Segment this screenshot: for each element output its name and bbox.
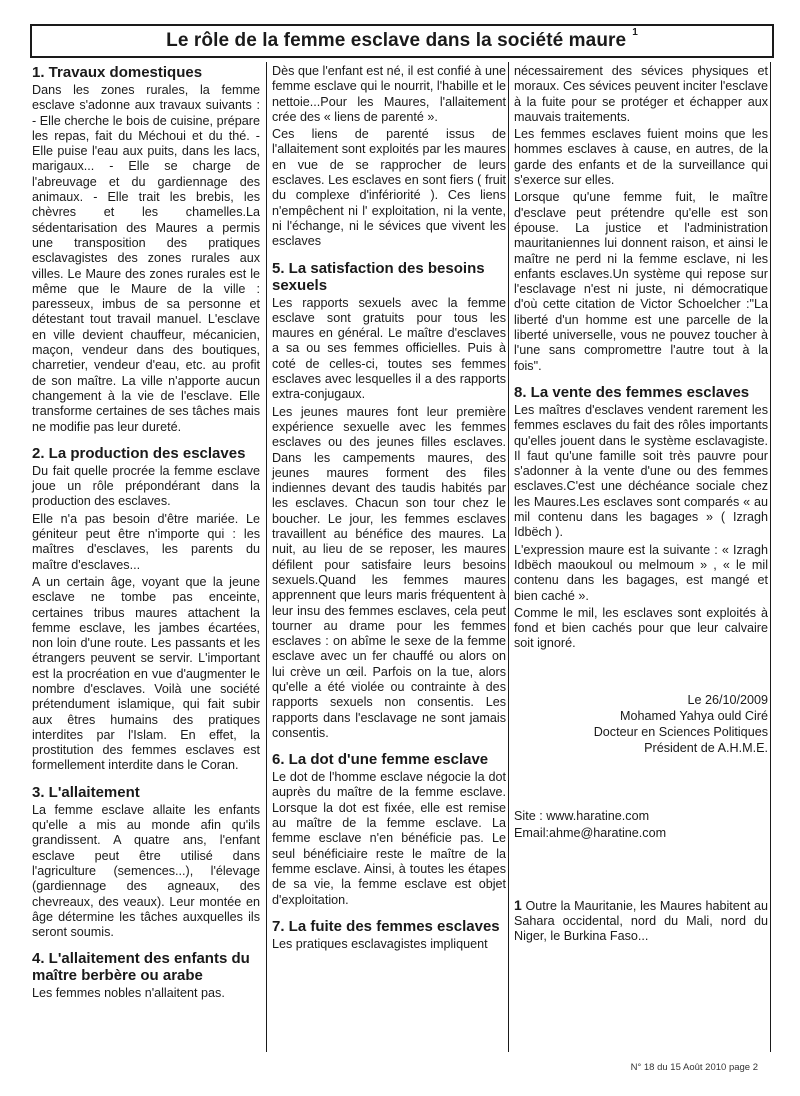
section-2-heading: 2. La production des esclaves — [32, 444, 246, 462]
column-3-paragraph-1: nécessairement des sévices physiques et moraux. Ces sévices peuvent inciter l'esclave à la fuite pour se protéger et échapper aux mauvais traitements. — [514, 64, 768, 124]
section-5-paragraph-2: Les jeunes maures font leur première expérience sexuelle avec les femmes esclaves ou des jeunes filles esclaves. Dans les campements maures, des jeunes maures forment des files indiennes devant des taudis habités par les esclaves. Chacun son tour chez le boucher. Le jour, les femmes esclaves travaillent au bénéfice des maures. La nuit, au lieu de se reposer, les maures défilent pour satisfaire leurs besoins sexuels.Quand les femmes maures apprennent que leurs maris fréquentent à leur insu des femmes esclaves, cela peut tourner au drame pour les femmes esclaves : on abîme le sexe de la femme esclave avec un fer chauffé ou alors on lui crève un œil. Parfois on la tue, alors qu'elle a été violée ou contrainte à des rapports sexuels non consentis. Les rapports dans l'esclavage ne sont jamais consentis. — [272, 404, 506, 740]
section-8-heading: 8. La vente des femmes esclaves — [514, 383, 750, 401]
website-link[interactable]: Site : www.haratine.com — [514, 808, 650, 823]
section-7-text: Les pratiques esclavagistes impliquent — [272, 936, 488, 951]
section-8-paragraph-2: L'expression maure est la suivante : « Izragh Idbëch maoukoul ou melmoum » , « le mil contenu dans les bagages, est mangé et bien caché ». — [514, 542, 768, 603]
section-2 — [32, 445, 260, 774]
email-link[interactable]: Email:ahme@haratine.com — [514, 825, 667, 840]
column-2 — [272, 64, 506, 1076]
section-5 — [272, 260, 506, 742]
title-footnote-marker: 1 — [632, 26, 638, 38]
section-5-heading: 5. La satisfaction des besoins sexuels — [272, 259, 485, 294]
section-7-heading: 7. La fuite des femmes esclaves — [272, 917, 500, 935]
column-1 — [32, 64, 260, 1076]
section-8-paragraph-1: Les maîtres d'esclaves vendent rarement les femmes esclaves du fait des rôles importants qu'elles jouent dans le système esclavagiste. Il faut qu'une famille soit très pauvre pour s'adonner à la vente d'une ou des femmes esclaves.C'est une déchéance sociale chez les Maures.Les esclaves sont comparés « au mil contenu dans les bagages » ( Izragh Idbëch ). — [514, 402, 768, 540]
section-1-heading: 1. Travaux domestiques — [32, 64, 203, 81]
column-divider-2 — [508, 62, 509, 1052]
section-5-paragraph-1: Les rapports sexuels avec la femme esclave sont gratuits pour tous les maures en général. Le maître d'esclaves a sa ou ses femmes officielles. Puis à coté de celles-ci, toutes ses femmes esclaves avec lesquelles il a des rapports extra-conjugaux. — [272, 295, 506, 402]
column-2-paragraph-1: Dès que l'enfant est né, il est confié à une femme esclave qui le nourrit, l'habille et le nettoie...Pour les Maures, l'allaitement crée des « liens de parenté ». — [272, 64, 506, 124]
column-divider-1 — [266, 62, 267, 1052]
page-footer: N° 18 du 15 Août 2010 page 2 — [630, 1062, 758, 1073]
column-3-paragraph-2: Les femmes esclaves fuient moins que les hommes esclaves à cause, en autres, de la garde des enfants et de la surveillance qui s'exerce sur elles. — [514, 127, 768, 188]
section-3-text: La femme esclave allaite les enfants qu'elle a mis au monde afin qu'ils grandissent. A quatre ans, l'enfant esclave peut être utilisé dans l'agriculture (semences...), l'élevage (gardiennage des agneaux, des chevreaux, des veaux). Leur montée en âge détermine les tâches auxquelles ils seront soumis. — [32, 802, 260, 940]
signature-title: Docteur en Sciences Politiques — [593, 724, 768, 739]
section-3-heading: 3. L'allaitement — [32, 783, 140, 801]
section-7 — [272, 918, 506, 952]
column-3-paragraph-3: Lorsque qu'une femme fuit, le maître d'esclave peut prétendre qu'elle est son épouse. La justice et l'administration mauritaniennes lui donnent raison, et ainsi le maître ne perd ni la femme esclave, ni les enfants esclaves.Un système qui repose sur l'esclavage n'est ni juste, ni démocratique d'où cette citation de Victor Schoelcher :"La liberté d'un homme est une parcelle de la liberté universelle, vous ne pouvez toucher à l'une sans compromettre l'autre tout à la fois". — [514, 190, 768, 373]
signature-role: Président de A.H.M.E. — [644, 740, 768, 755]
column-divider-3 — [770, 62, 771, 1052]
section-8-paragraph-3: Comme le mil, les esclaves sont exploités à fond et bien cachés pour que leur calvaire soit ignoré. — [514, 605, 768, 651]
section-6-heading: 6. La dot d'une femme esclave — [272, 751, 489, 769]
title-box — [30, 24, 774, 58]
contact-block — [514, 808, 768, 842]
section-4-text: Les femmes nobles n'allaitent pas. — [32, 986, 225, 1001]
section-4-heading: 4. L'allaitement des enfants du maître berbère ou arabe — [32, 950, 250, 985]
footnote — [514, 898, 768, 945]
page-title — [166, 26, 638, 52]
footnote-number: 1 — [514, 896, 522, 913]
section-2-paragraph-1: Du fait quelle procrée la femme esclave joue un rôle prépondérant dans la production des esclaves. — [32, 463, 260, 509]
section-4 — [32, 950, 260, 1001]
section-2-paragraph-3: A un certain âge, voyant que la jeune esclave ne tombe pas enceinte, certaines tribus maures attachent la femme esclave, les jambes écartées, non loin d'une route. Les passants et les étrangers peuvent se servir. L'important est la procréation en vue d'augmenter le nombre d'esclaves. Voilà une société prétendument islamique, qui fait subir aux êtres humains des pratiques interdites par l'Islam. En effet, la prostitution des femmes esclaves est formellement interdite dans le Coran. — [32, 574, 260, 773]
section-8 — [514, 384, 768, 652]
column-2-paragraph-2: Ces liens de parenté issus de l'allaitement sont exploités par les maures en vue de se rapprocher de leurs esclaves. Les esclaves en sont fiers ( fruit du complexe d'infériorité ). Ces liens n'empêchent ni l' exploitation, ni la vente, ni l'échange, ni le sévices que vivent les esclaves — [272, 127, 506, 249]
signature-name: Mohamed Yahya ould Ciré — [620, 708, 768, 723]
signature-date: Le 26/10/2009 — [687, 692, 768, 707]
column-3 — [514, 64, 768, 1076]
section-6 — [272, 751, 506, 908]
section-2-paragraph-2: Elle n'a pas besoin d'être mariée. Le géniteur peut être n'importe qui : les maîtres d'esclaves, les parents du maître d'esclaves... — [32, 511, 260, 572]
footnote-text: Outre la Mauritanie, les Maures habitent au Sahara occidental, nord du Mali, nord du Niger, le Burkina Faso... — [514, 898, 768, 944]
page-title-text: Le rôle de la femme esclave dans la société maure — [166, 30, 627, 51]
section-1-text: Dans les zones rurales, la femme esclave s'adonne aux travaux suivants : - Elle cherche le bois de cuisine, prépare les repas, fait du Méchoui et du thé. - Elle puise l'eau aux puits, dans les lacs, marigaux... - Elle se charge de l'abreuvage et du gardiennage des animaux. - Elle trait les brebis, les chèvres et les chamelles.La sédentarisation des Maures a permis une transposition des pratiques esclavagistes des zones rurales aux villes. Le Maure des zones rurales est le même que le Maure de la ville : paresseux, imbus de sa personne et détestant tout travail manuel. L'esclave en ville devient chauffeur, mécanicien, maçon, vendeur dans des boutiques, charretier, vendeur d'eau, etc. au profit de son maître. La ville n'apporte aucun changement à la vie de l'esclave. Elle transforme certaines de ses tâches mais ne modifie pas leur dureté. — [32, 83, 260, 434]
section-6-text: Le dot de l'homme esclave négocie la dot auprès du maître de la femme esclave. Lorsque la dot est fixée, elle est remise au maître de la femme esclave. La femme esclave n'en bénéficie pas. Le seul bénéficiaire reste le maître de la femme esclave. Ainsi, à toutes les étapes de sa vie, la femme esclave est objet d'exploitation. — [272, 770, 506, 907]
signature-block — [514, 692, 768, 756]
section-3 — [32, 784, 260, 941]
